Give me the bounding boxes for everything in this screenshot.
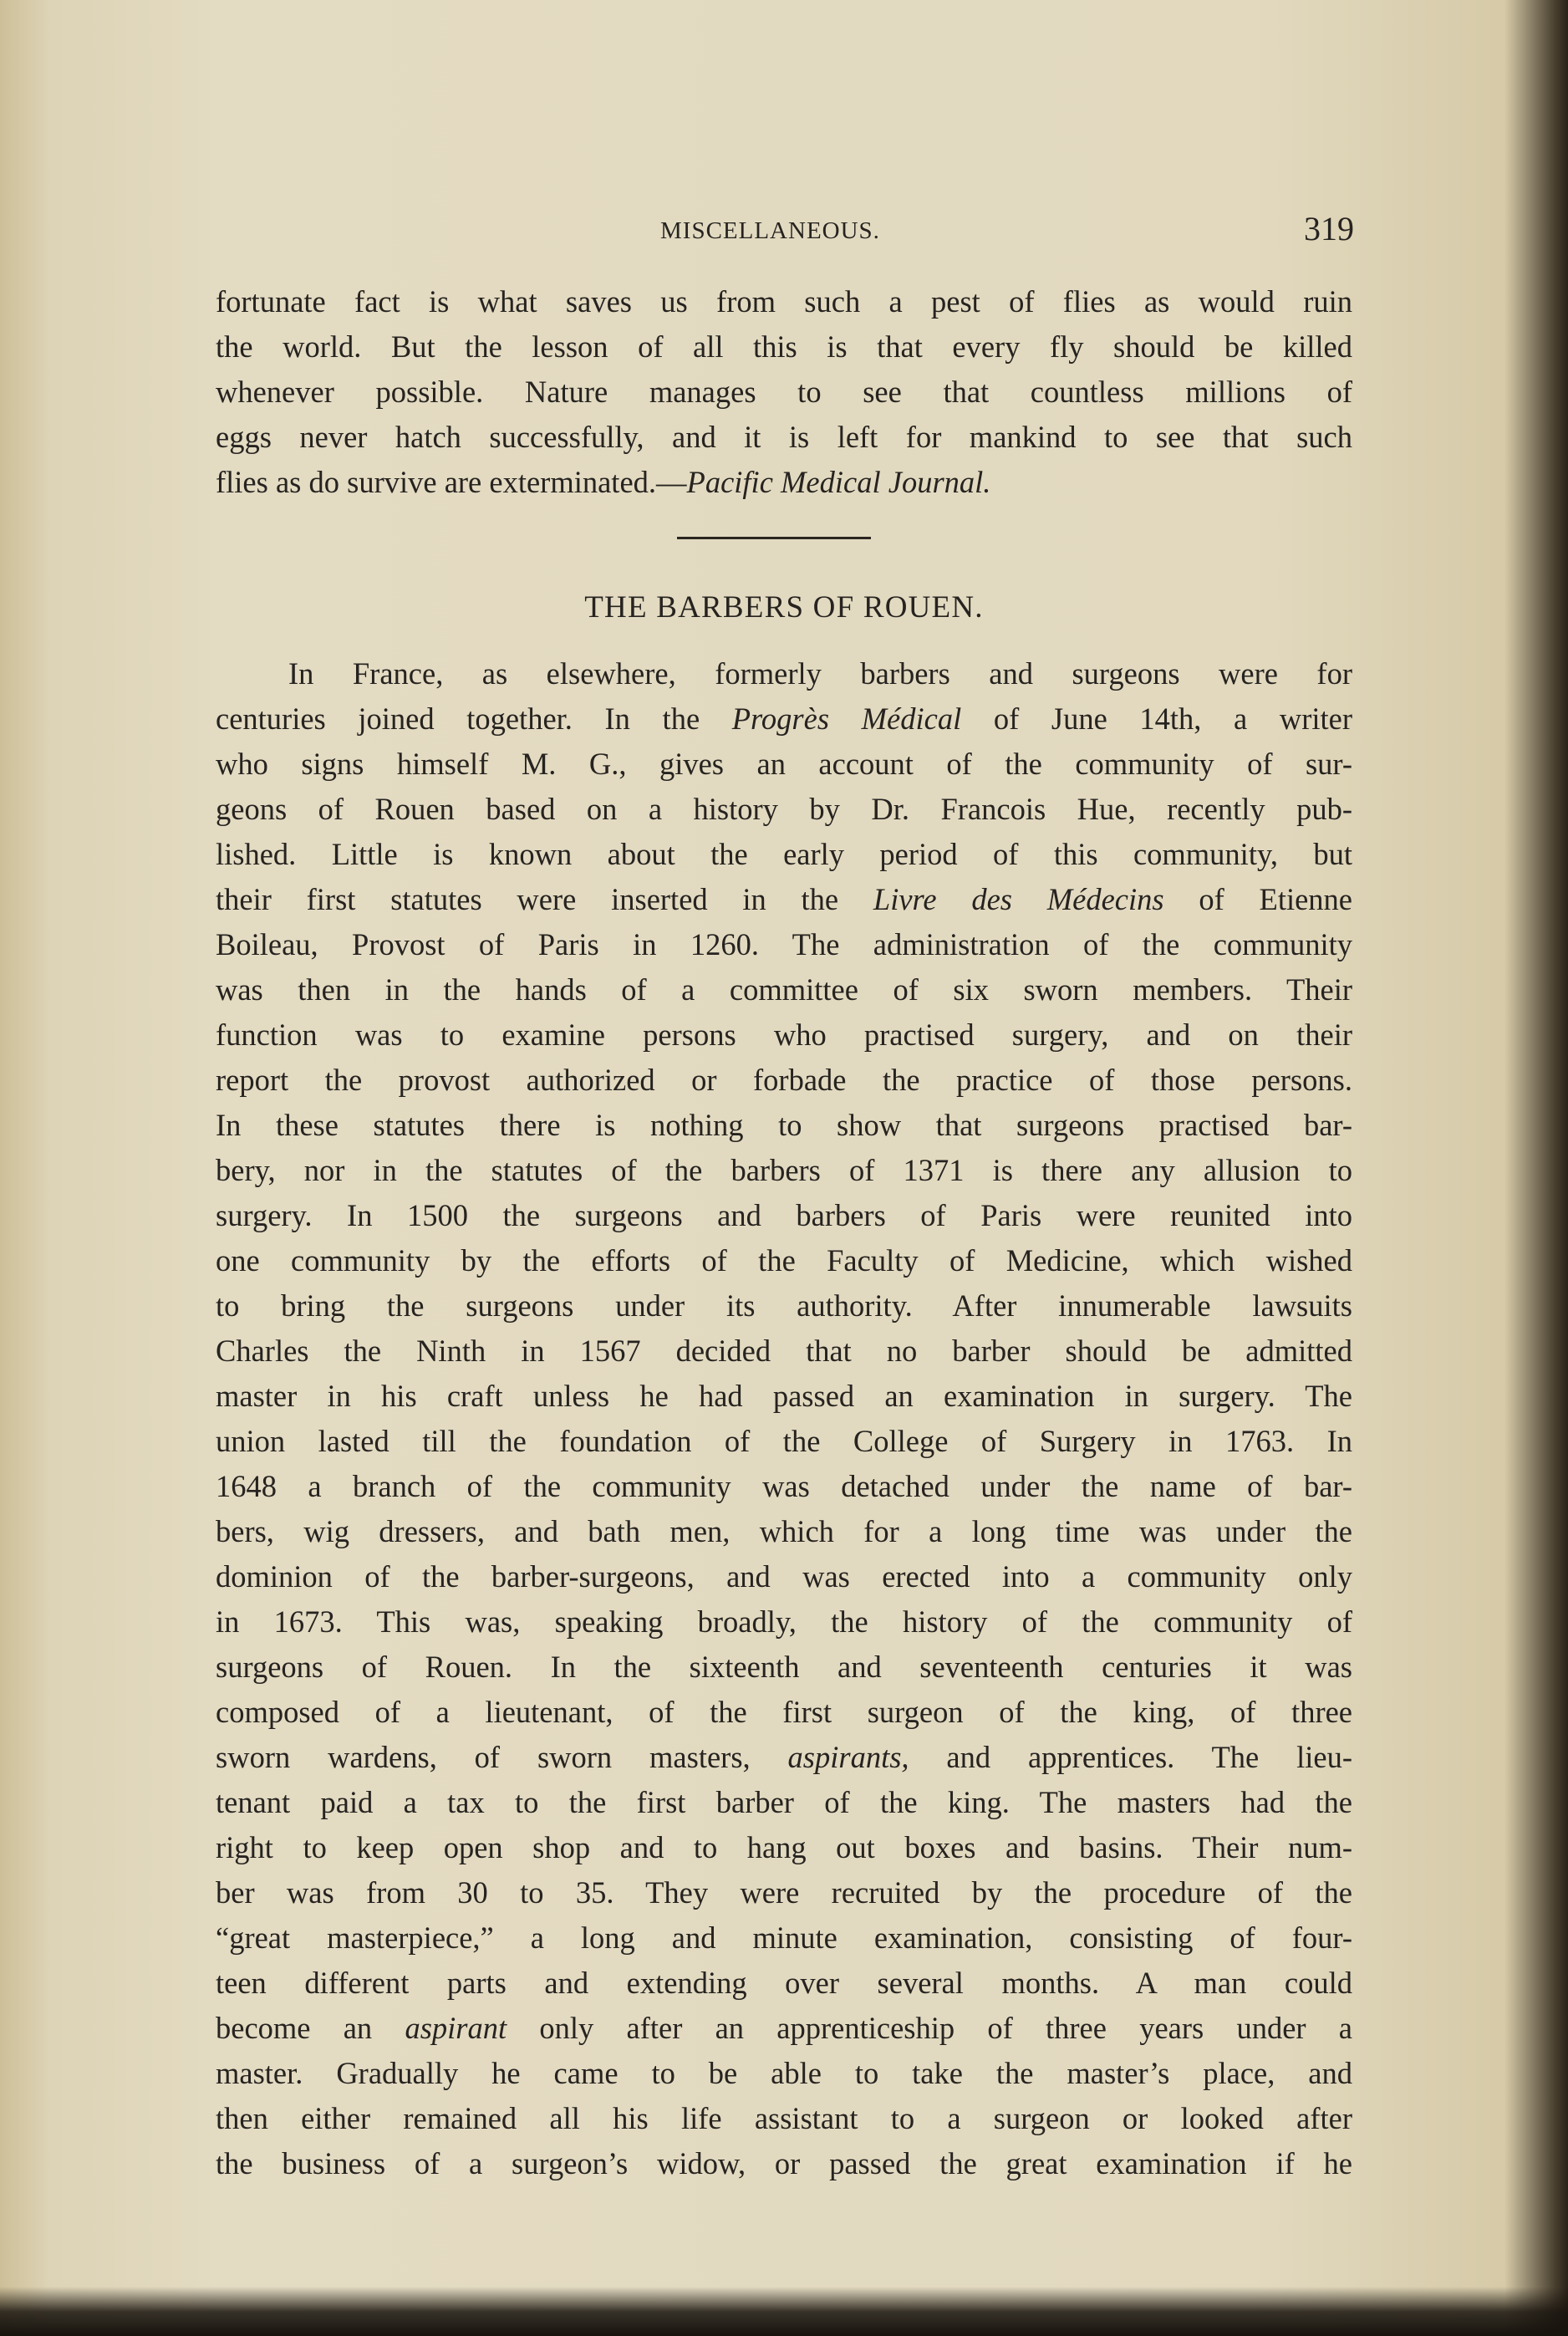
text-line: geons of Rouen based on a history by Dr. Francois Hue, recently pub- [216, 792, 1352, 826]
text-line: bery, nor in the statutes of the barbers of 1371 is there any allusion to [216, 1153, 1352, 1187]
text-line [216, 460, 1352, 505]
text-line: to bring the surgeons under its authority. After innumerable lawsuits [216, 1288, 1352, 1323]
text-line [216, 696, 1352, 742]
text-line: right to keep open shop and to hang out boxes and basins. Their num- [216, 1830, 1352, 1864]
text-span: sworn wardens, of sworn masters, [216, 1740, 788, 1774]
text-line: master. Gradually he came to be able to take the master’s place, and [216, 2056, 1352, 2090]
text-line: one community by the efforts of the Faculty of Medicine, which wished [216, 1243, 1352, 1278]
text-line: then either remained all his life assistant to a surgeon or looked after [216, 2101, 1352, 2135]
italic-term: aspirants, [787, 1740, 909, 1774]
text-line [216, 1735, 1352, 1780]
source-citation: Pacific Medical Journal. [686, 465, 991, 499]
text-line [216, 2006, 1352, 2051]
text-line: union lasted till the foundation of the College of Surgery in 1763. In [216, 1424, 1352, 1458]
text-line: bers, wig dressers, and bath men, which for a long time was under the [216, 1514, 1352, 1548]
text-line: surgeons of Rouen. In the sixteenth and seventeenth centuries it was [216, 1650, 1352, 1684]
text-line: in 1673. This was, speaking broadly, the history of the community of [216, 1604, 1352, 1639]
text-line: report the provost authorized or forbade the practice of those persons. [216, 1063, 1352, 1097]
text-line: whenever possible. Nature manages to see that countless millions of [216, 375, 1352, 409]
italic-title: Livre des Médecins [873, 882, 1164, 916]
text-line: the business of a surgeon’s widow, or passed the great examination if he [216, 2146, 1352, 2180]
page-bottom-shadow [0, 2287, 1568, 2336]
text-line [216, 877, 1352, 922]
italic-title: Progrès Médical [731, 701, 962, 736]
running-head-title: MISCELLANEOUS. [660, 217, 880, 244]
text-line: ber was from 30 to 35. They were recruited by the procedure of the [216, 1875, 1352, 1910]
text-line: Charles the Ninth in 1567 decided that no barber should be admitted [216, 1334, 1352, 1368]
text-span: flies as do survive are exterminated.— [216, 465, 687, 499]
page-number: 319 [1304, 210, 1354, 247]
text-line: Boileau, Provost of Paris in 1260. The administration of the community [216, 927, 1352, 961]
text-line: 1648 a branch of the community was detached under the name of bar- [216, 1469, 1352, 1503]
section-divider [677, 537, 871, 539]
text-span: only after an apprenticeship of three years under a [507, 2011, 1352, 2045]
text-span: their first statutes were inserted in the [216, 882, 873, 916]
text-span: of June 14th, a writer [961, 701, 1353, 736]
text-line: tenant paid a tax to the first barber of the king. The masters had the [216, 1785, 1352, 1819]
text-line: function was to examine persons who practised surgery, and on their [216, 1018, 1352, 1052]
text-line: lished. Little is known about the early period of this community, but [216, 837, 1352, 871]
section-title: THE BARBERS OF ROUEN. [584, 590, 984, 625]
text-line: eggs never hatch successfully, and it is left for mankind to see that such [216, 420, 1352, 454]
text-line: who signs himself M. G., gives an account of the community of sur- [216, 747, 1352, 781]
text-line: composed of a lieutenant, of the first surgeon of the king, of three [216, 1695, 1352, 1729]
text-line: dominion of the barber-surgeons, and was erected into a community only [216, 1559, 1352, 1594]
text-line: master in his craft unless he had passed an examination in surgery. The [216, 1379, 1352, 1413]
running-head [201, 209, 1354, 251]
text-span: and apprentices. The lieu- [909, 1740, 1352, 1774]
text-line: “great masterpiece,” a long and minute examination, consisting of four- [216, 1920, 1352, 1955]
text-line: surgery. In 1500 the surgeons and barbers of Paris were reunited into [216, 1198, 1352, 1232]
text-line: In these statutes there is nothing to show that surgeons practised bar- [216, 1108, 1352, 1142]
text-line: teen different parts and extending over several months. A man could [216, 1966, 1352, 2000]
text-line: fortunate fact is what saves us from such a pest of flies as would ruin [216, 284, 1352, 319]
italic-term: aspirant [405, 2011, 507, 2045]
text-line: In France, as elsewhere, formerly barbers and surgeons were for [288, 656, 1352, 691]
text-span: centuries joined together. In the [216, 701, 732, 736]
text-span: become an [216, 2011, 405, 2045]
text-line: the world. But the lesson of all this is that every fly should be killed [216, 329, 1352, 364]
text-span: of Etienne [1163, 882, 1353, 916]
text-line: was then in the hands of a committee of six sworn members. Their [216, 972, 1352, 1007]
